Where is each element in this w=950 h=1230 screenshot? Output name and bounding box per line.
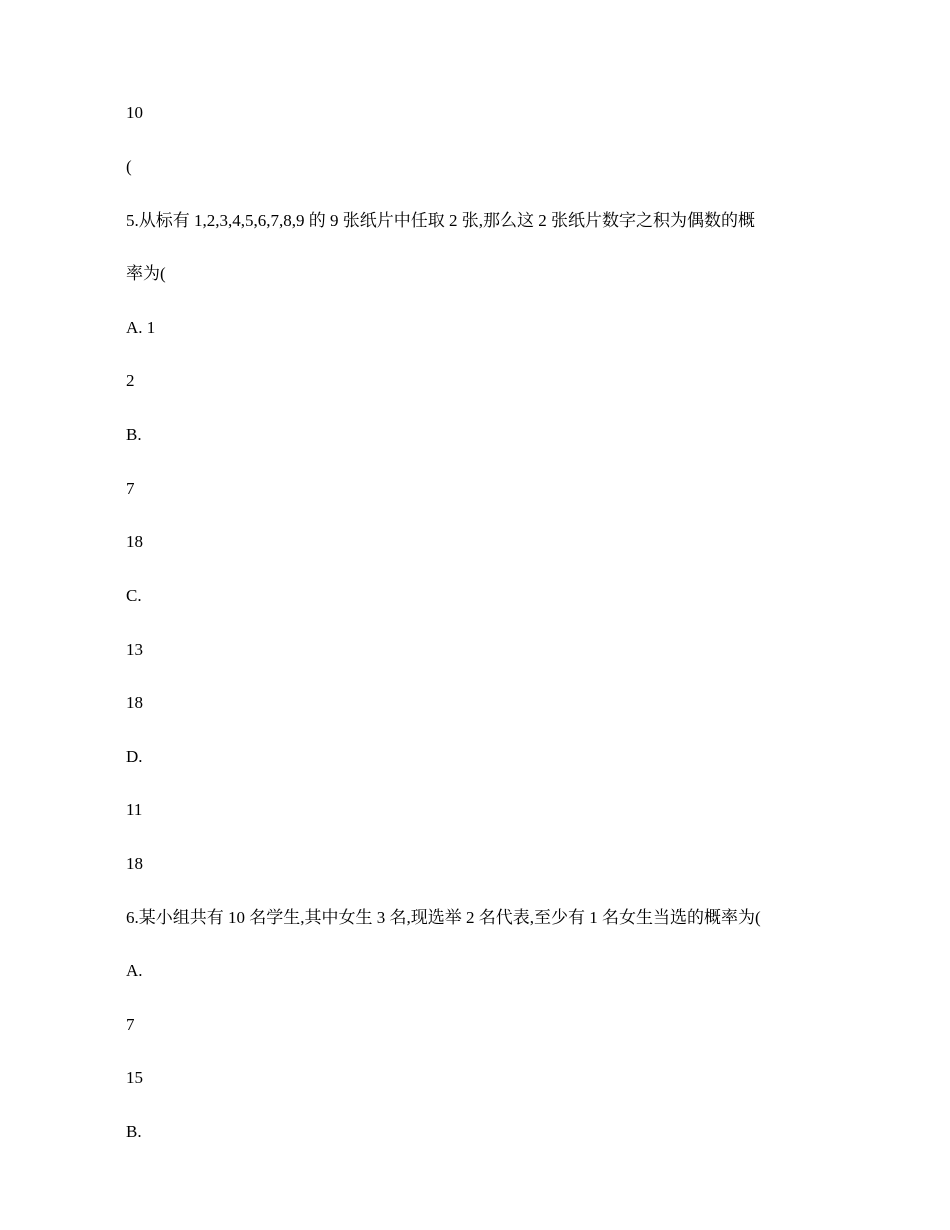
question-5-text-continued: 率为( [126, 264, 166, 283]
q5-option-c-numerator: 13 [126, 640, 143, 659]
question-6-text: 6.某小组共有 10 名学生,其中女生 3 名,现选举 2 名代表,至少有 1 名女生当选的概率为( [126, 908, 761, 927]
q5-option-b-numerator: 7 [126, 479, 135, 498]
q5-option-c-denominator: 18 [126, 693, 143, 712]
q5-option-a-label: A. 1 [126, 318, 156, 337]
q5-option-b-denominator: 18 [126, 532, 143, 551]
q5-option-d-denominator: 18 [126, 854, 143, 873]
fraction-denominator-10: 10 [126, 103, 143, 122]
q5-option-d-label: D. [126, 747, 143, 766]
q6-option-a-label: A. [126, 961, 143, 980]
q5-option-d-numerator: 11 [126, 800, 143, 819]
q6-option-b-label: B. [126, 1122, 142, 1141]
open-paren: ( [126, 157, 132, 176]
q5-option-c-label: C. [126, 586, 142, 605]
q5-option-a-denominator: 2 [126, 371, 135, 390]
q6-option-a-denominator: 15 [126, 1068, 143, 1087]
question-5-text: 5.从标有 1,2,3,4,5,6,7,8,9 的 9 张纸片中任取 2 张,那么这 2 张纸片数字之积为偶数的概 [126, 211, 755, 230]
q6-option-a-numerator: 7 [126, 1015, 135, 1034]
q5-option-b-label: B. [126, 425, 142, 444]
